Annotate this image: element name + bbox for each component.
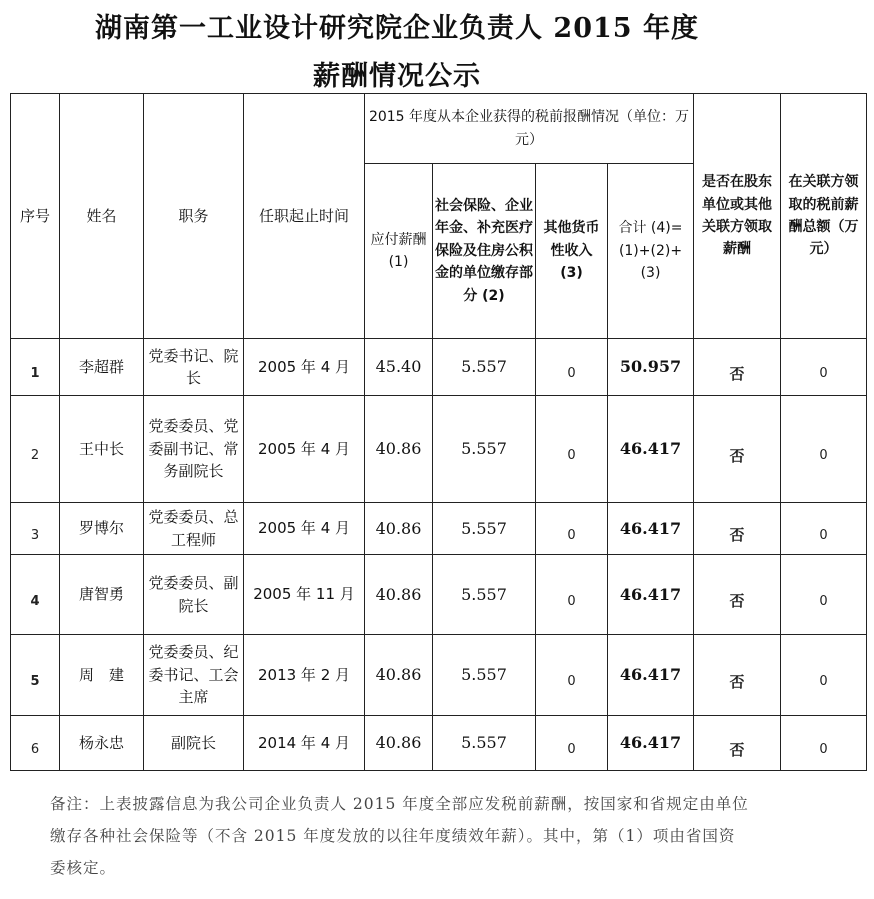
table-row <box>11 635 867 716</box>
cell-name: 杨永忠 <box>60 716 144 771</box>
header-name: 姓名 <box>60 94 144 339</box>
cell-social: 5.557 <box>433 635 536 716</box>
footnote: 备注：上表披露信息为我公司企业负责人 2015 年度全部应发税前薪酬，按国家和省规定由单位缴存各种社会保险等（不含 2015 年度发放的以往年度绩效年薪）。其中，第（1）项由省国资委核定。 <box>50 795 749 877</box>
cell-payable: 40.86 <box>365 555 433 635</box>
cell-seq: 4 <box>11 555 60 635</box>
cell-payable: 40.86 <box>365 503 433 555</box>
cell-social: 5.557 <box>433 503 536 555</box>
cell-social: 5.557 <box>433 339 536 396</box>
cell-related-amount: 0 <box>781 555 867 635</box>
cell-related-flag: 否 <box>694 555 781 635</box>
header-position: 职务 <box>144 94 244 339</box>
cell-seq: 1 <box>11 339 60 396</box>
table-row <box>11 396 867 503</box>
cell-other: 0 <box>536 716 608 771</box>
document-title-line-1: 湖南第一工业设计研究院企业负责人 2015 年度 <box>95 13 699 44</box>
cell-seq: 5 <box>11 635 60 716</box>
cell-social: 5.557 <box>433 716 536 771</box>
cell-name: 李超群 <box>60 339 144 396</box>
cell-name: 唐智勇 <box>60 555 144 635</box>
cell-seq: 3 <box>11 503 60 555</box>
table-row <box>11 503 867 555</box>
cell-total: 46.417 <box>608 555 694 635</box>
table-row <box>11 339 867 396</box>
header-social-insurance: 社会保险、企业年金、补充医疗保险及住房公积金的单位缴存部分 (2) <box>433 164 536 339</box>
cell-position: 党委书记、院长 <box>144 339 244 396</box>
header-related-amount: 在关联方领取的税前薪酬总额（万元） <box>781 94 867 339</box>
header-payable: 应付薪酬 (1) <box>365 164 433 339</box>
cell-tenure: 2013 年 2 月 <box>244 635 365 716</box>
cell-tenure: 2005 年 4 月 <box>244 396 365 503</box>
header-related-flag: 是否在股东单位或其他关联方领取薪酬 <box>694 94 781 339</box>
cell-position: 党委委员、副院长 <box>144 555 244 635</box>
cell-other: 0 <box>536 503 608 555</box>
cell-total: 46.417 <box>608 716 694 771</box>
header-compensation-group: 2015 年度从本企业获得的税前报酬情况（单位：万元） <box>365 94 694 164</box>
cell-total: 50.957 <box>608 339 694 396</box>
cell-name: 罗博尔 <box>60 503 144 555</box>
cell-name: 王中长 <box>60 396 144 503</box>
salary-table <box>10 93 867 771</box>
cell-total: 46.417 <box>608 396 694 503</box>
cell-related-flag: 否 <box>694 716 781 771</box>
table-row <box>11 716 867 771</box>
cell-related-amount: 0 <box>781 339 867 396</box>
cell-related-amount: 0 <box>781 503 867 555</box>
header-tenure: 任职起止时间 <box>244 94 365 339</box>
cell-position: 党委委员、纪委书记、工会主席 <box>144 635 244 716</box>
header-seq: 序号 <box>11 94 60 339</box>
cell-related-amount: 0 <box>781 716 867 771</box>
cell-position: 副院长 <box>144 716 244 771</box>
cell-other: 0 <box>536 339 608 396</box>
cell-position: 党委委员、党委副书记、常务副院长 <box>144 396 244 503</box>
cell-related-flag: 否 <box>694 503 781 555</box>
table-row <box>11 555 867 635</box>
cell-total: 46.417 <box>608 635 694 716</box>
cell-tenure: 2005 年 11 月 <box>244 555 365 635</box>
cell-related-amount: 0 <box>781 396 867 503</box>
cell-social: 5.557 <box>433 396 536 503</box>
cell-payable: 40.86 <box>365 716 433 771</box>
cell-seq: 2 <box>11 396 60 503</box>
cell-tenure: 2005 年 4 月 <box>244 339 365 396</box>
cell-related-amount: 0 <box>781 635 867 716</box>
cell-related-flag: 否 <box>694 396 781 503</box>
cell-other: 0 <box>536 555 608 635</box>
cell-name: 周 建 <box>60 635 144 716</box>
cell-tenure: 2014 年 4 月 <box>244 716 365 771</box>
document-title-line-2: 薪酬情况公示 <box>313 61 481 92</box>
cell-other: 0 <box>536 635 608 716</box>
cell-payable: 40.86 <box>365 396 433 503</box>
cell-tenure: 2005 年 4 月 <box>244 503 365 555</box>
cell-payable: 45.40 <box>365 339 433 396</box>
cell-related-flag: 否 <box>694 635 781 716</box>
cell-social: 5.557 <box>433 555 536 635</box>
cell-total: 46.417 <box>608 503 694 555</box>
cell-seq: 6 <box>11 716 60 771</box>
cell-position: 党委委员、总工程师 <box>144 503 244 555</box>
header-other-income: 其他货币性收入 (3) <box>536 164 608 339</box>
cell-other: 0 <box>536 396 608 503</box>
cell-related-flag: 否 <box>694 339 781 396</box>
cell-payable: 40.86 <box>365 635 433 716</box>
header-total: 合计 (4)=(1)+(2)+(3) <box>608 164 694 339</box>
